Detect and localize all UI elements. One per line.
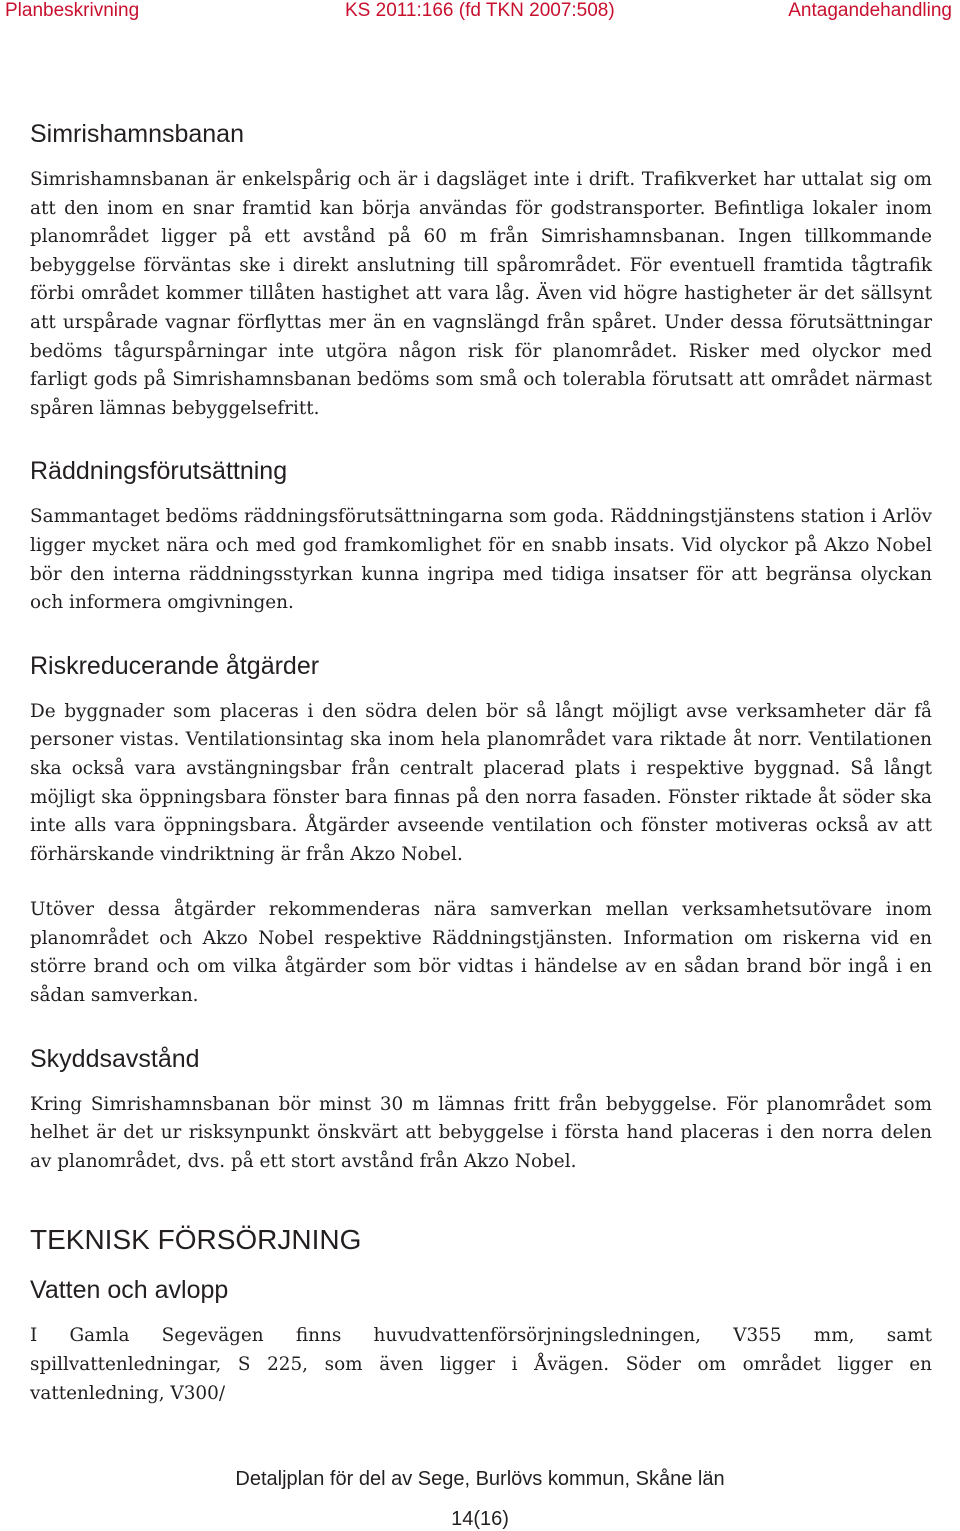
footer-document-title: Detaljplan för del av Sege, Burlövs kommun, Skåne län <box>235 1468 725 1490</box>
header-status: Antagandehandling <box>788 0 952 21</box>
heading-simrishamnsbanan: Simrishamnsbanan <box>30 120 244 148</box>
heading-teknisk-forsorjning: TEKNISK FÖRSÖRJNING <box>30 1224 362 1256</box>
heading-riskreducerande-atgarder: Riskreducerande åtgärder <box>30 651 320 680</box>
paragraph-raddningsforutsattning: Sammantaget bedöms räddningsförutsättningarna som goda. Räddningstjänstens station i Arlöv ligger mycket nära och med god framkomlighet för en snabb insats. Vid olyckor på Akzo Nobel bör den interna räddningsstyrkan kunna ingripa med tidiga insatser för att begränsa olyckan och informera omgivningen. <box>30 506 932 614</box>
heading-skyddsavstand: Skyddsavstånd <box>30 1044 200 1073</box>
paragraph-vatten-och-avlopp: I Gamla Segevägen finns huvudvattenförsörjningsledningen, V355 mm, samt spillvattenledningar, S 225, som även ligger i Åvägen. Söder om området ligger en vattenledning, V300/ <box>30 1325 932 1404</box>
page-header <box>0 0 960 22</box>
header-case-number: KS 2011:166 (fd TKN 2007:508) <box>345 0 615 21</box>
paragraph-skyddsavstand: Kring Simrishamnsbanan bör minst 30 m lämnas fritt från bebyggelse. För planområdet som helhet är det ur risksynpunkt önskvärt att bebyggelse i första hand placeras i den norra delen av planområdet, dvs. på ett stort avstånd från Akzo Nobel. <box>30 1093 932 1172</box>
paragraph-simrishamnsbanan: Simrishamnsbanan är enkelspårig och är i dagsläget inte i drift. Trafikverket har uttalat sig om att den inom en snar framtid kan börja användas för godstransporter. Befintliga lokaler inom planområdet ligger på ett avstånd på 60 m från Simrishamnsbanan. Ingen tillkommande bebyggelse förväntas ske i direkt anslutning till spårområdet. För eventuell framtida tågtrafik förbi området kommer tillåten hastighet att vara låg. Även vid högre hastigheter är det sällsynt att urspårade vagnar förflyttas mer än en vagnslängd från spåret. Under dessa förutsättningar bedöms tågurspårningar inte utgöra någon risk för planområdet. Risker med olyckor med farligt gods på Simrishamnsbanan bedöms som små och tolerabla förutsatt att området närmast spåren lämnas bebyggelsefritt. <box>30 169 932 419</box>
paragraph-riskreducerande-1: De byggnader som placeras i den södra delen bör så långt möjligt avse verksamheter där få personer vistas. Ventilationsintag ska inom hela planområdet vara riktade åt norr. Ventilationen ska också vara avstängningsbar från centralt placerad plats i respektive byggnad. Så långt möjligt ska öppningsbara fönster bara finnas på den norra fasaden. Fönster riktade åt söder ska inte alls vara öppningsbara. Åtgärder avseende ventilation och fönster motiveras också av att förhärskande vindriktning är från Akzo Nobel. <box>30 700 932 865</box>
document-body <box>30 120 932 1408</box>
subheading-vatten-och-avlopp: Vatten och avlopp <box>30 1276 229 1305</box>
paragraph-riskreducerande-2: Utöver dessa åtgärder rekommenderas nära samverkan mellan verksamhetsutövare inom planområdet och Akzo Nobel respektive Räddningstjänsten. Information om riskerna vid en större brand och om vilka åtgärder som bör vidtas i händelse av en sådan brand bör ingå i en sådan samverkan. <box>30 899 932 1007</box>
header-document-type: Planbeskrivning <box>5 0 140 21</box>
heading-raddningsforutsattning: Räddningsförutsättning <box>30 457 288 486</box>
footer-page-number: 14(16) <box>451 1508 509 1530</box>
